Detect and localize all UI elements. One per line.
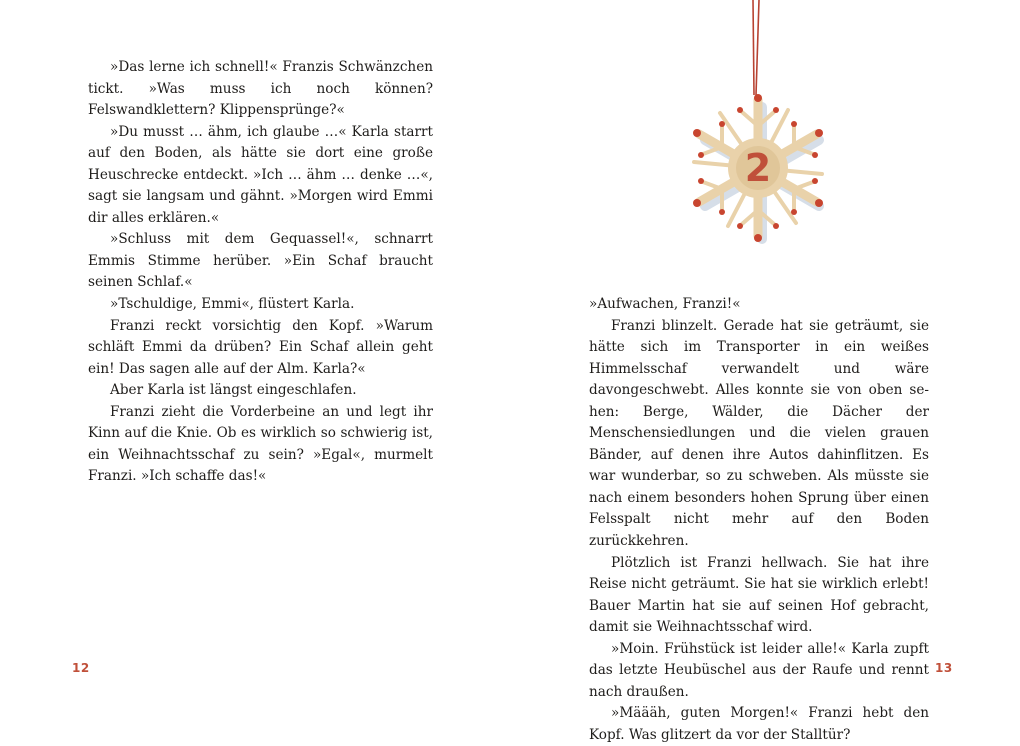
snowflake-ornament-icon: [672, 0, 842, 250]
paragraph: »Schluss mit dem Gequassel!«, schnarrt Emmis Stimme herüber. »Ein Schaf braucht seinen Schlaf.«: [88, 231, 433, 291]
left-page-text: [88, 57, 433, 488]
paragraph: »Määäh, guten Morgen!« Franzi hebt den Kopf. Was glitzert da vor der Stalltür?: [589, 705, 929, 743]
paragraph: »Moin. Frühstück ist leider alle!« Karla zupft das letzte Heubüschel aus der Raufe und rennt nach draußen.: [589, 640, 929, 700]
paragraph: »Aufwachen, Franzi!«: [589, 296, 741, 312]
paragraph: Franzi blinzelt. Gerade hat sie geträumt, sie hätte sich im Transporter in ein weißes Himmelsschaf verwandelt und wäre davongeschwebt. Alles konnte sie von oben sehen: Berge, Wälder, die Dächer der Menschensiedlungen und die vielen grauen Bänder, auf denen ihre Autos dahinflitzen. Es war wunderbar, so zu schweben. Als müsste sie nach einem besonders hohen Sprung über einen Felsspalt nicht mehr auf den Boden zurückkehren.: [589, 317, 929, 550]
paragraph: Plötzlich ist Franzi hellwach. Sie hat ihre Reise nicht geträumt. Sie hat sie wirklich erlebt! Bauer Martin hat sie auf seinen Hof gebracht, damit sie Weihnachtsschaf wird.: [589, 554, 929, 636]
paragraph: »Du musst … ähm, ich glaube …« Karla starrt auf den Boden, als hätte sie dort eine große Heuschrecke entdeckt. »Ich … ähm … denke …«, sagt sie langsam und gähnt. »Morgen wird Emmi dir alles erklären.«: [88, 123, 433, 226]
page-number-right: 13: [935, 661, 953, 675]
right-page-text: [589, 294, 929, 746]
page-number-left: 12: [72, 661, 90, 675]
ornament-number: 2: [744, 146, 772, 190]
paragraph: »Tschuldige, Emmi«, flüstert Karla.: [110, 296, 355, 313]
paragraph: »Das lerne ich schnell!« Franzis Schwänzchen tickt. »Was muss ich noch können? Felswandklettern? Klippensprünge?«: [88, 59, 433, 119]
ornament-string: [753, 0, 759, 95]
paragraph: Franzi reckt vorsichtig den Kopf. »Warum schläft Emmi da drüben? Ein Schaf allein geht ein! Das sagen alle auf der Alm. Karla?«: [88, 317, 433, 377]
paragraph: Franzi zieht die Vorderbeine an und legt ihr Kinn auf die Knie. Ob es wirklich so schwierig ist, ein Weihnachtsschaf zu sein? »Egal«, murmelt Franzi. »Ich schaffe das!«: [88, 403, 433, 485]
paragraph: Aber Karla ist längst eingeschlafen.: [110, 382, 357, 399]
